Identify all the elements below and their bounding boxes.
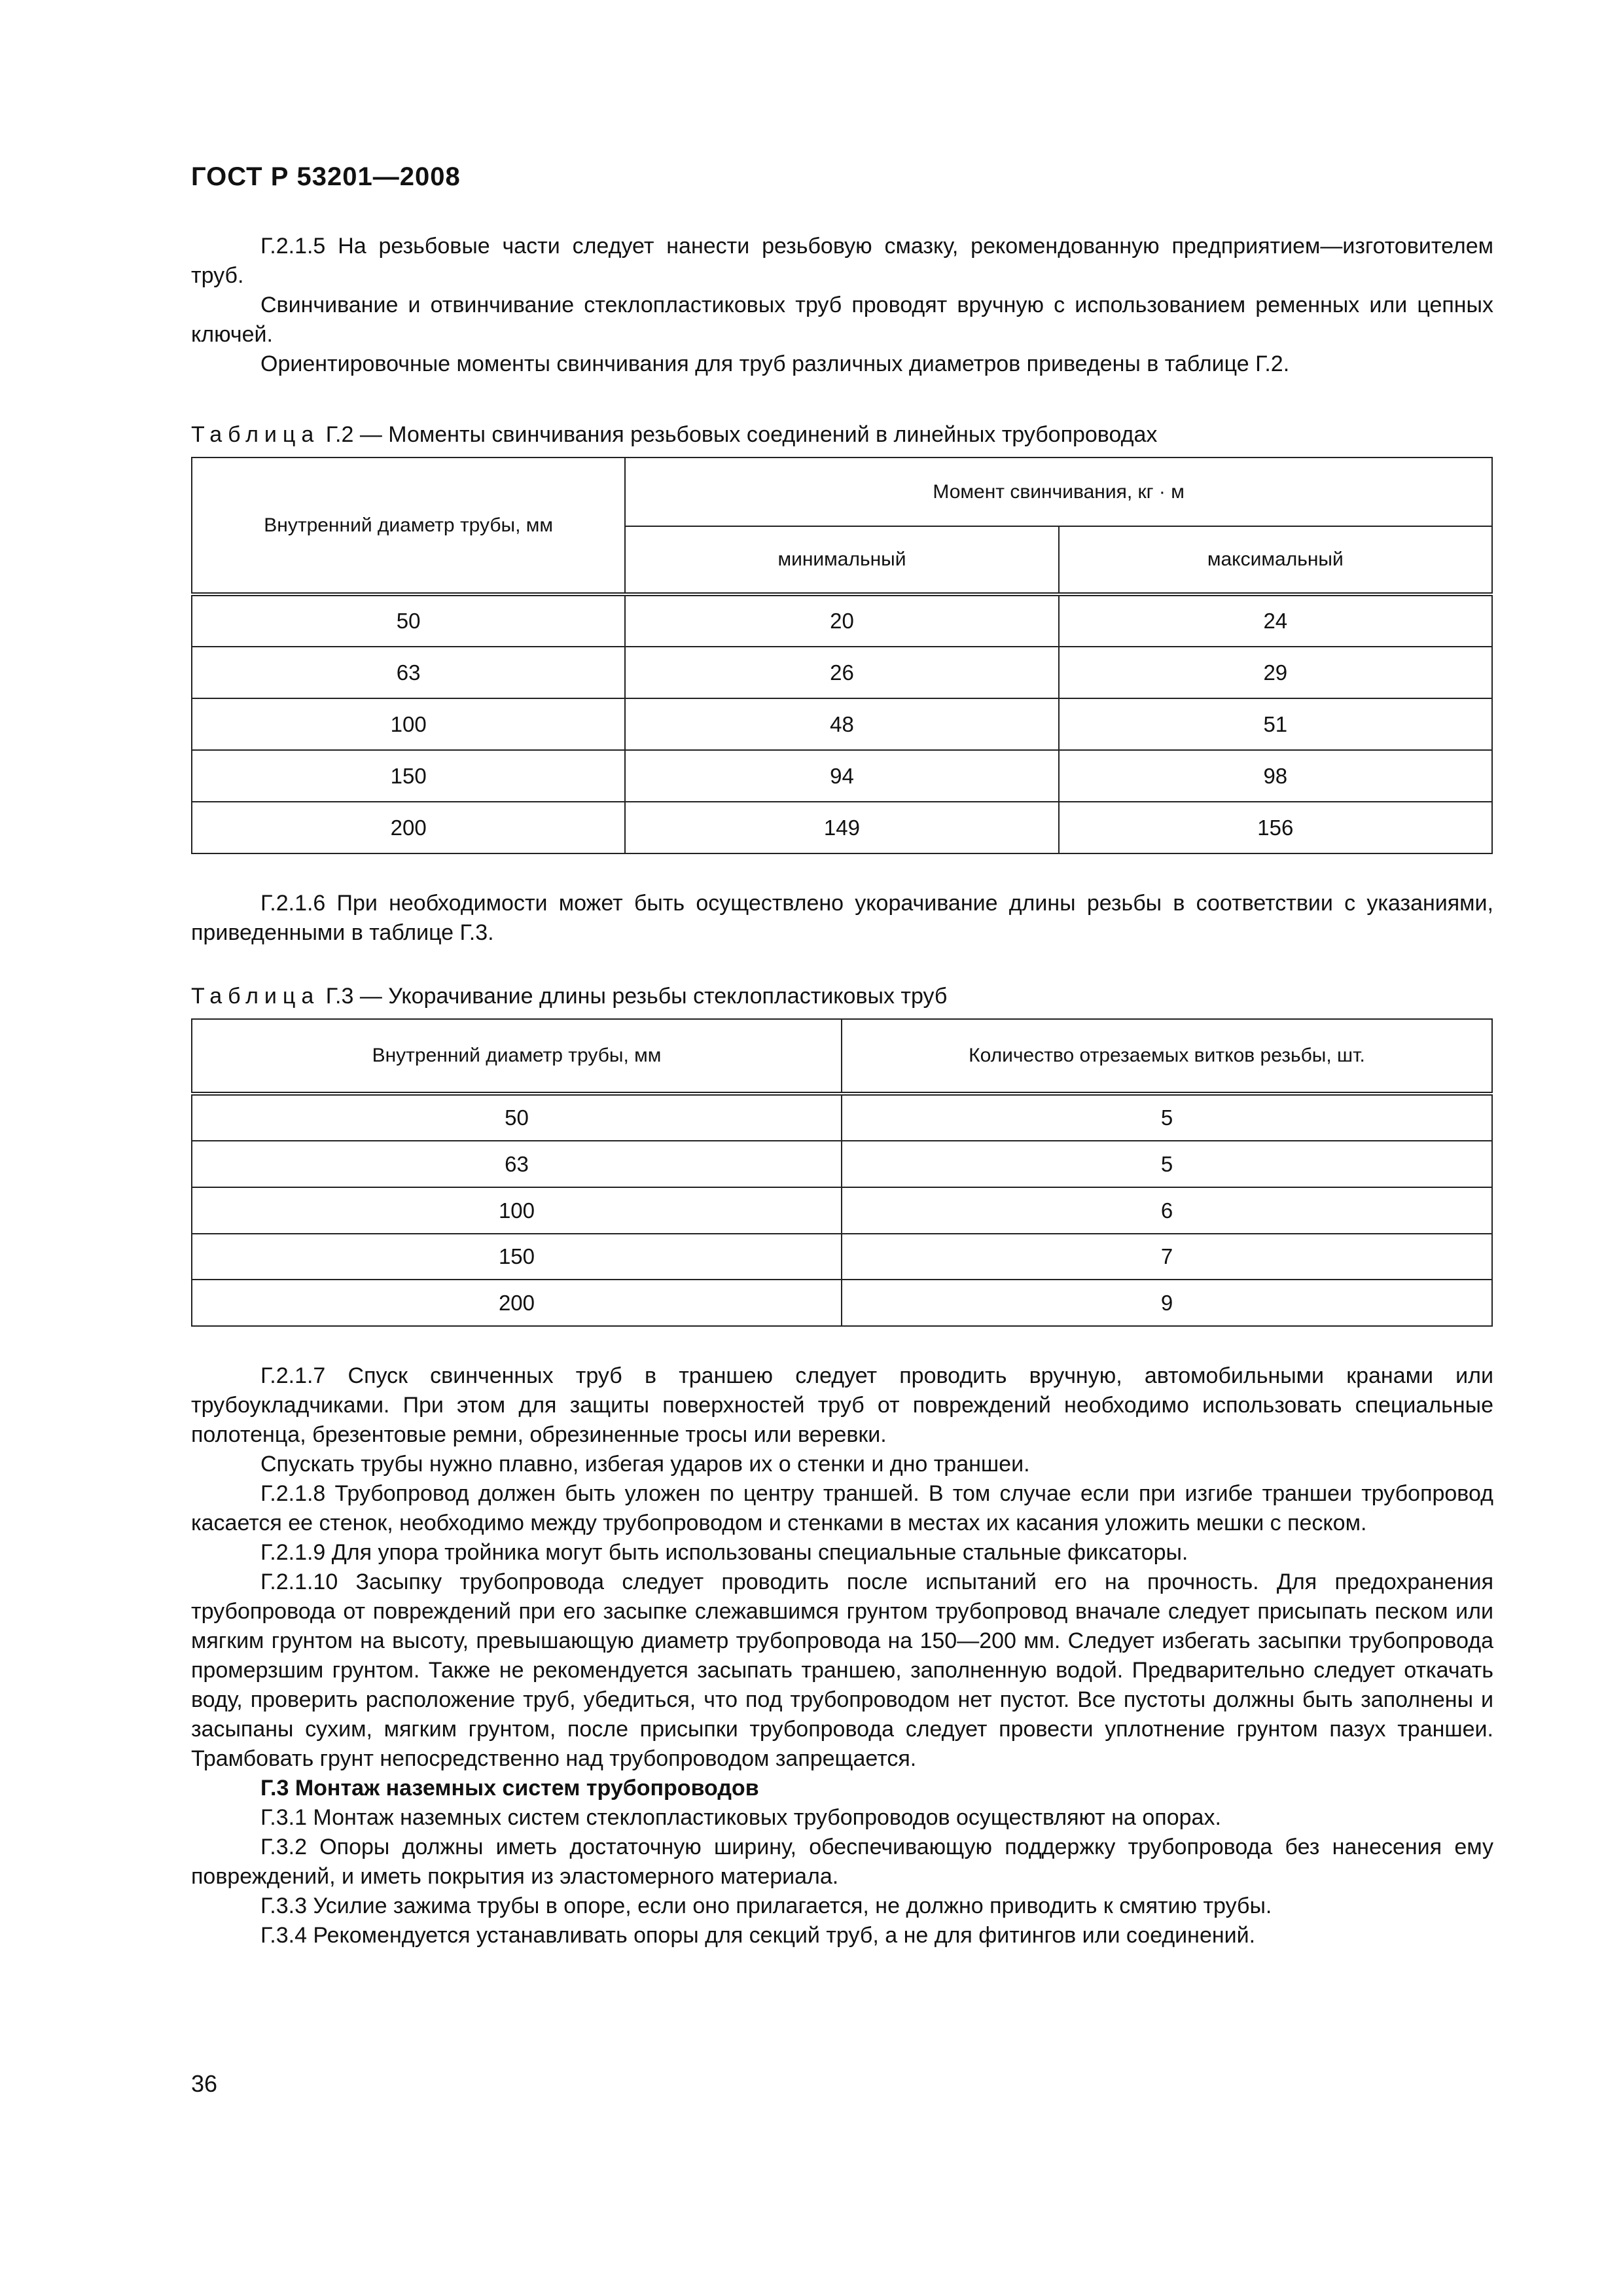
table-cell: 149 — [625, 802, 1058, 853]
table-g2-header-diameter: Внутренний диаметр трубы, мм — [192, 457, 625, 594]
paragraph-g219: Г.2.1.9 Для упора тройника могут быть использованы специальные стальные фиксаторы. — [260, 1540, 1188, 1565]
table-g2-header-max: максимальный — [1059, 526, 1492, 594]
table-cell: 100 — [192, 1187, 842, 1234]
table-row — [192, 1141, 1492, 1187]
section-heading-g3: Г.3 Монтаж наземных систем трубопроводов — [260, 1776, 759, 1801]
paragraph-g32: Г.3.2 Опоры должны иметь достаточную ширину, обеспечивающую поддержку трубопровода без нанесения ему повреждений, и иметь покрытия из эластомерного материала. — [191, 1835, 1493, 1889]
table-cell: 20 — [625, 594, 1058, 647]
table-cell: 94 — [625, 750, 1058, 802]
table-g2-caption-text: Г.2 — Моменты свинчивания резьбовых соединений в линейных трубопроводах — [325, 422, 1158, 447]
table-cell: 24 — [1059, 594, 1492, 647]
table-cell: 9 — [842, 1280, 1492, 1326]
paragraph-g216: Г.2.1.6 При необходимости может быть осуществлено укорачивание длины резьбы в соответствии с указаниями, приведенными в таблице Г.3. — [191, 891, 1493, 945]
table-g3-header-turns: Количество отрезаемых витков резьбы, шт. — [842, 1019, 1492, 1094]
paragraph-g31: Г.3.1 Монтаж наземных систем стеклопластиковых трубопроводов осуществляют на опорах. — [260, 1805, 1221, 1830]
table-cell: 5 — [842, 1094, 1492, 1141]
table-g2 — [191, 457, 1493, 854]
paragraph-moments-ref: Ориентировочные моменты свинчивания для труб различных диаметров приведены в таблице Г.2. — [260, 351, 1290, 376]
table-cell: 51 — [1059, 698, 1492, 750]
paragraph-g217: Г.2.1.7 Спуск свинченных труб в траншею следует проводить вручную, автомобильными кранами или трубоукладчиками. При этом для защиты поверхностей труб от повреждений необходимо использовать специальные полотенца, брезентовые ремни, обрезиненные тросы или веревки. — [191, 1363, 1493, 1447]
table-row — [192, 1187, 1492, 1234]
table-cell: 63 — [192, 1141, 842, 1187]
paragraph-g34: Г.3.4 Рекомендуется устанавливать опоры для секций труб, а не для фитингов или соединений. — [260, 1923, 1256, 1948]
table-cell: 150 — [192, 1234, 842, 1280]
document-header: ГОСТ Р 53201—2008 — [191, 162, 461, 191]
table-cell: 29 — [1059, 647, 1492, 698]
table-cell: 5 — [842, 1141, 1492, 1187]
table-g3 — [191, 1018, 1493, 1327]
page-number: 36 — [191, 2070, 218, 2097]
table-cell: 200 — [192, 1280, 842, 1326]
paragraph-g33: Г.3.3 Усилие зажима трубы в опоре, если оно прилагается, не должно приводить к смятию трубы. — [260, 1893, 1272, 1918]
paragraph-g215: Г.2.1.5 На резьбовые части следует нанести резьбовую смазку, рекомендованную предприятием—изготовителем труб. — [191, 234, 1493, 288]
table-cell: 150 — [192, 750, 625, 802]
paragraph-screwing: Свинчивание и отвинчивание стеклопластиковых труб проводят вручную с использованием ременных или цепных ключей. — [191, 293, 1493, 347]
intro-text — [191, 232, 1493, 379]
paragraph-g218: Г.2.1.8 Трубопровод должен быть уложен по центру траншей. В том случае если при изгибе траншеи трубопровод касается ее стенок, необходимо между трубопроводом и стенками в местах их касания уложить мешки с песком. — [191, 1481, 1493, 1535]
paragraph-g2110: Г.2.1.10 Засыпку трубопровода следует проводить после испытаний его на прочность. Для предохранения трубопровода от повреждений при его засыпке слежавшимся грунтом трубопровод вначале следует присыпать песком или мягким грунтом на высоту, превышающую диаметр трубопровода на 150—200 мм. Следует избегать засыпки трубопровода промерзшим грунтом. Также не рекомендуется засыпать траншею, заполненную водой. Предварительно следует откачать воду, проверить расположение труб, убедиться, что под трубопроводом нет пустот. Все пустоты должны быть заполнены и засыпаны сухим, мягким грунтом, после присыпки трубопровода следует провести уплотнение грунтом пазух траншеи. Трамбовать грунт непосредственно над трубопроводом запрещается. — [191, 1570, 1493, 1771]
table-g2-header-min: минимальный — [625, 526, 1058, 594]
table-cell: 156 — [1059, 802, 1492, 853]
table-row — [192, 594, 1492, 647]
table-cell: 26 — [625, 647, 1058, 698]
table-row — [192, 802, 1492, 853]
table-g2-caption-label: Таблица — [191, 422, 320, 447]
middle-text — [191, 889, 1493, 948]
table-cell: 100 — [192, 698, 625, 750]
table-cell: 200 — [192, 802, 625, 853]
table-cell: 50 — [192, 594, 625, 647]
table-row — [192, 1280, 1492, 1326]
table-g3-caption-label: Таблица — [191, 984, 320, 1009]
table-cell: 7 — [842, 1234, 1492, 1280]
table-g2-caption — [191, 422, 1157, 448]
body-text — [191, 1361, 1493, 1950]
table-row — [192, 1234, 1492, 1280]
table-g2-header-moment: Момент свинчивания, кг · м — [625, 457, 1492, 526]
table-cell: 63 — [192, 647, 625, 698]
table-g3-caption — [191, 984, 947, 1009]
paragraph-lowering: Спускать трубы нужно плавно, избегая ударов их о стенки и дно траншеи. — [260, 1452, 1030, 1477]
table-cell: 6 — [842, 1187, 1492, 1234]
table-row — [192, 698, 1492, 750]
table-row — [192, 750, 1492, 802]
table-row — [192, 647, 1492, 698]
table-cell: 48 — [625, 698, 1058, 750]
table-g3-header-diameter: Внутренний диаметр трубы, мм — [192, 1019, 842, 1094]
table-cell: 50 — [192, 1094, 842, 1141]
table-g3-caption-text: Г.3 — Укорачивание длины резьбы стеклопластиковых труб — [325, 984, 948, 1009]
table-cell: 98 — [1059, 750, 1492, 802]
table-row — [192, 1094, 1492, 1141]
